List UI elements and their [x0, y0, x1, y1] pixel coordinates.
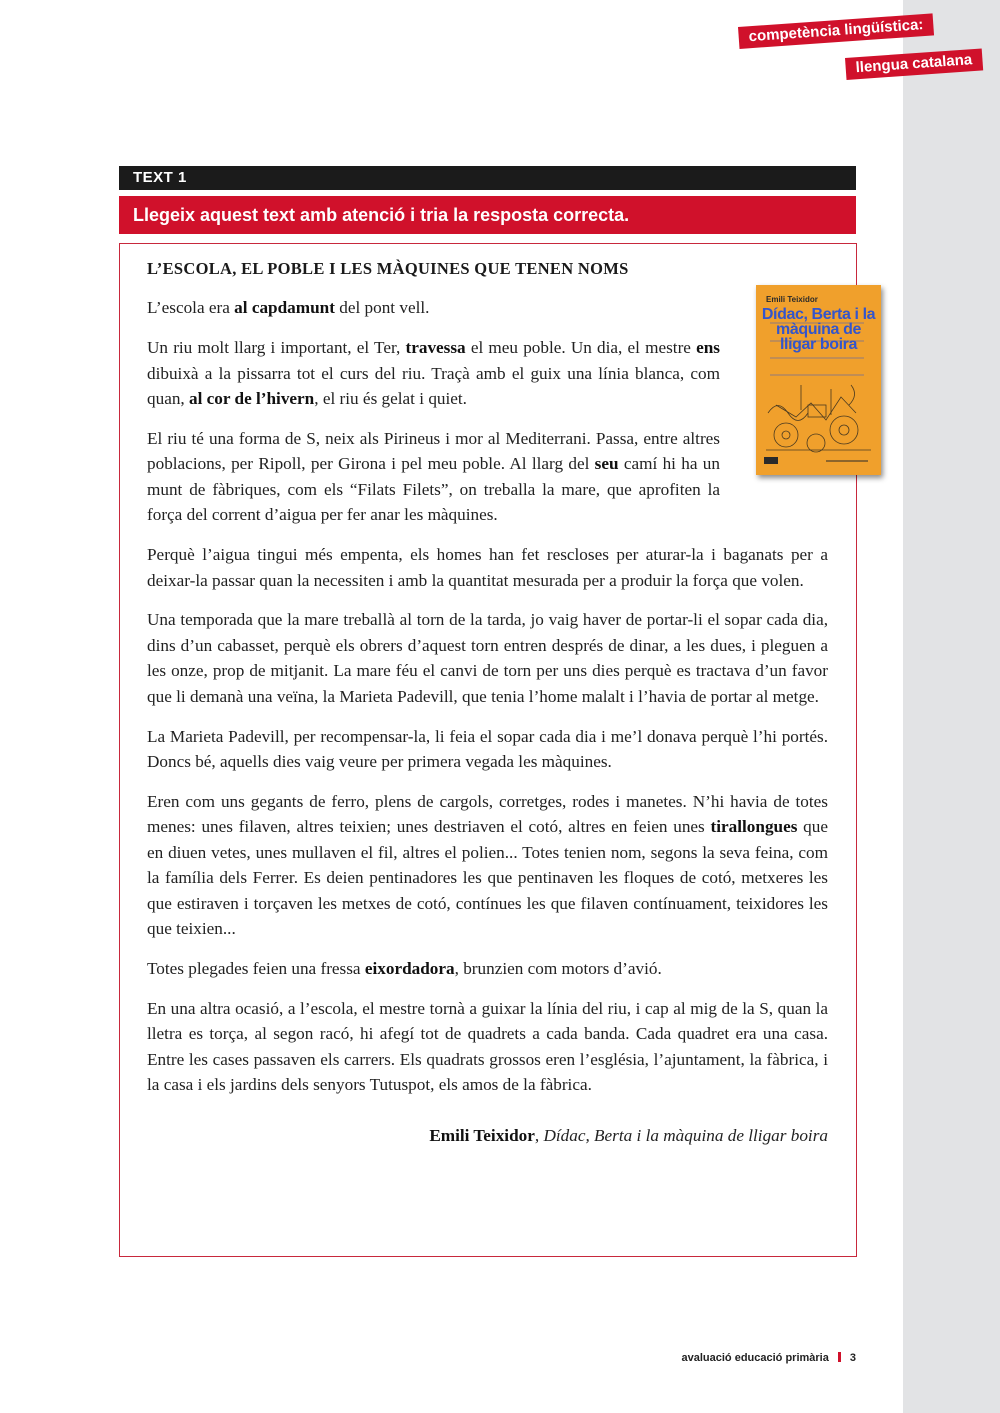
paragraph-2: Un riu molt llarg i important, el Ter, travessa el meu poble. Un dia, el mestre ens dibuixà a la pissarra tot el curs del riu. Traçà amb el guix una línia blanca, com quan, al cor de l’hivern, el riu és gelat i quiet. [147, 338, 720, 409]
book-cover-author: Emili Teixidor [766, 295, 818, 304]
page-number: 3 [849, 1352, 856, 1364]
highlight-word: ens [696, 338, 720, 358]
footer-text: avaluació educació primària [681, 1352, 829, 1364]
reading-text [147, 256, 828, 1163]
paragraph-9: En una altra ocasió, a l’escola, el mestre tornà a guixar la línia del riu, i cap al mig de la S, quan la lletra es torça, al segon racó, hi afegí tot de quadrets a cada banda. Cada quadret era una casa. Entre les cases passaven els carrers. Els quadrats grossos eren l’església, l’ajuntament, la fàbrica, i la casa i els jardins dels senyors Tutuspot, els amos de la fàbrica. [147, 998, 828, 1094]
book-cover-spacer [728, 295, 828, 483]
paragraph-3: El riu té una forma de S, neix als Pirineus i mor al Mediterrani. Passa, entre altres poblacions, per Ripoll, per Girona i pel meu poble. Al llarg del seu camí hi ha un munt de fàbriques, com els “Filats Filets”, on treballa la mare, que aprofiten la força del corrent d’aigua per fer anar les màquines. [147, 429, 720, 525]
subject-tag-language: llengua catalana [845, 48, 983, 79]
reading-title: L’ESCOLA, EL POBLE I LES MÀQUINES QUE TENEN NOMS [147, 259, 629, 278]
subject-tag-competence: competència lingüística: [738, 13, 934, 49]
paragraph-1: L’escola era al capdamunt del pont vell. [147, 298, 430, 318]
attribution-author: Emili Teixidor [429, 1126, 535, 1146]
instruction-banner: Llegeix aquest text amb atenció i tria la resposta correcta. [119, 196, 856, 234]
paragraph-8: Totes plegades feien una fressa eixordadora, brunzien com motors d’avió. [147, 958, 662, 978]
highlight-word: tirallongues [710, 817, 798, 837]
page-footer [600, 1352, 856, 1364]
side-margin-strip [903, 0, 1000, 1413]
highlight-word: seu [594, 454, 619, 474]
highlight-word: al capdamunt [234, 298, 335, 318]
paragraph-6: La Marieta Padevill, per recompensar-la, li feia el sopar cada dia i me’l donava perquè l’hi portés. Doncs bé, aquells dies vaig veure per primera vegada les màquines. [147, 726, 828, 771]
highlight-word: travessa [405, 338, 466, 358]
attribution: Emili Teixidor, Dídac, Berta i la màquina de lligar boira [429, 1126, 828, 1146]
footer-separator [838, 1352, 841, 1362]
highlight-word: eixordadora [364, 958, 455, 978]
paragraph-7: Eren com uns gegants de ferro, plens de cargols, corretges, rodes i manetes. N’hi havia de totes menes: unes filaven, altres teixien; unes destriaven el cotó, altres en feien unes tirallongues que en diuen vetes, unes mullaven el fil, altres el polien... Totes tenien nom, segons la seva feina, com la família dels Ferrer. Es deien pentinadores les que pentinaven les floques de cotó, metxeres les que estiraven i torçaven les metxes de cotó, contínues les que filaven contínuament, teixidores les que teixien... [147, 791, 828, 938]
attribution-work: Dídac, Berta i la màquina de lligar boira [543, 1126, 828, 1146]
highlight-word: al cor de l’hivern [189, 389, 315, 409]
section-label: TEXT 1 [119, 166, 856, 190]
book-cover-title: Dídac, Berta i la màquina de lligar boira [761, 306, 876, 353]
paragraph-4: Perquè l’aigua tingui més empenta, els homes han fet rescloses per aturar-la i baganats per a deixar-la passar quan la necessiten i amb la quantitat mesurada per a produir la força que volen. [147, 545, 828, 590]
paragraph-5: Una temporada que la mare treballà al torn de la tarda, jo vaig haver de portar-li el sopar cada dia, dins d’un cabasset, perquè els obrers d’aquest torn entren després de dinar, a les dues, i pleguen a les onze, prop de mitjanit. La mare féu el canvi de torn per uns dies perquè es tractava d’un favor que li demanà una veïna, la Marieta Padevill, que tenia l’home malalt i l’havia de portar al metge. [147, 610, 828, 706]
